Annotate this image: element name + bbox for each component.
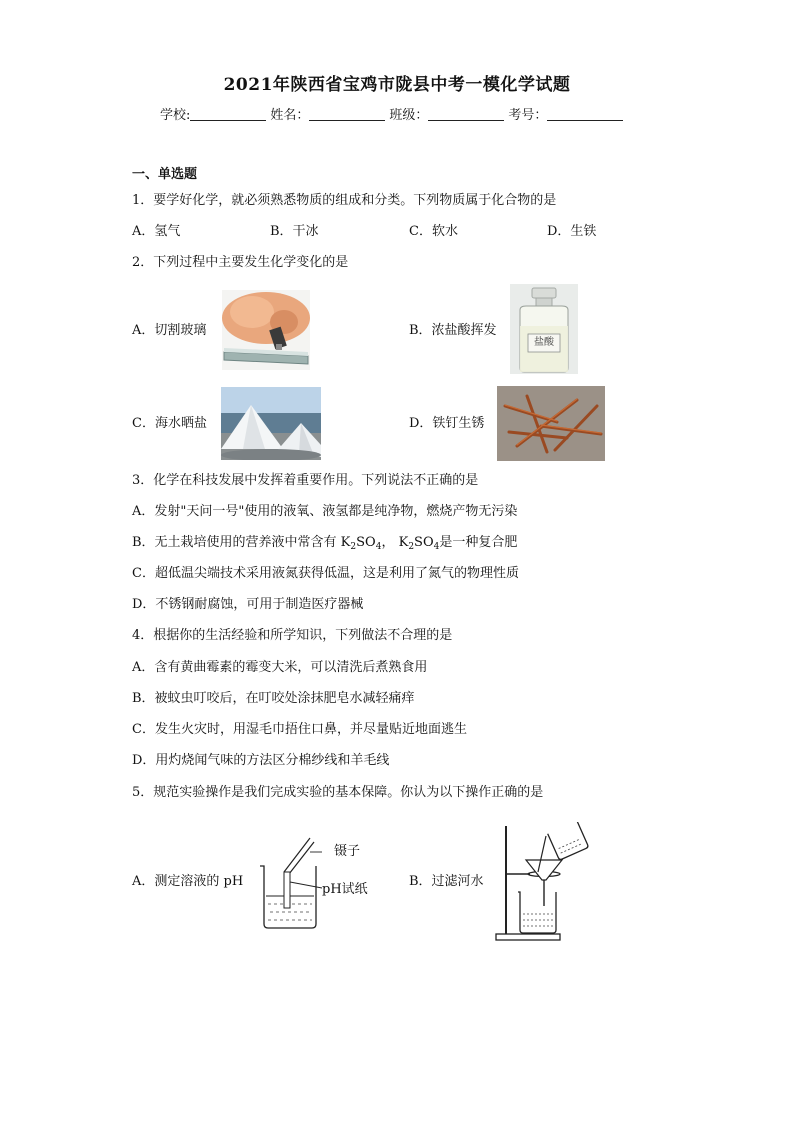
filtration-diagram — [490, 822, 596, 944]
q1-option-a: A．氢气 — [132, 224, 181, 239]
q1-stem: 1．要学好化学，就必须熟悉物质的组成和分类。下列物质属于化合物的是 — [132, 193, 557, 208]
school-label: 学校: — [160, 108, 191, 123]
q2-option-a: A．切割玻璃 — [132, 323, 207, 338]
q1-option-d: D．生铁 — [547, 224, 597, 239]
hydrochloric-acid-bottle-image — [510, 284, 578, 374]
bottle-label: 盐酸 — [534, 337, 554, 348]
q4-stem: 4．根据你的生活经验和所学知识，下列做法不合理的是 — [132, 628, 453, 643]
q3-b-sub4: 4 — [433, 542, 440, 552]
q3-b-mid2: ， K — [381, 535, 409, 550]
section-heading: 一、单选题 — [132, 167, 198, 182]
q3-b-mid1: SO — [356, 535, 376, 550]
ph-paper-label: pH试纸 — [322, 882, 368, 897]
q3-b-sub3: 2 — [408, 542, 415, 552]
q4-option-a: A．含有黄曲霉素的霉变大米，可以清洗后煮熟食用 — [132, 660, 428, 675]
q3-option-b — [132, 534, 517, 552]
q2-stem: 2．下列过程中主要发生化学变化的是 — [132, 255, 349, 270]
student-info-line — [160, 104, 627, 123]
name-label: 姓名： — [270, 108, 310, 123]
q3-option-c: C．超低温尖端技术采用液氮获得低温，这是利用了氮气的物理性质 — [132, 566, 519, 581]
q3-b-sub1: 2 — [350, 542, 357, 552]
page-title: 2021年陕西省宝鸡市陇县中考一模化学试题 — [223, 75, 571, 95]
q3-b-mid3: SO — [414, 535, 434, 550]
q5-option-a: A．测定溶液的 pH — [132, 874, 244, 889]
q3-option-d: D．不锈钢耐腐蚀，可用于制造医疗器械 — [132, 597, 364, 612]
q1-option-c: C．软水 — [409, 224, 458, 239]
name-blank[interactable] — [309, 106, 385, 121]
q2-option-b: B．浓盐酸挥发 — [409, 323, 497, 338]
q3-b-sub2: 4 — [375, 542, 382, 552]
q4-option-b: B．被蚊虫叮咬后，在叮咬处涂抹肥皂水减轻痛痒 — [132, 691, 415, 706]
q1-option-b: B．干冰 — [270, 224, 319, 239]
class-blank[interactable] — [428, 106, 504, 121]
tweezers-label: 镊子 — [334, 844, 361, 859]
q2-option-d: D．铁钉生锈 — [409, 416, 485, 431]
q3-option-a: A．发射"天问一号"使用的液氧、液氢都是纯净物，燃烧产物无污染 — [132, 504, 518, 519]
exam-no-label: 考号： — [508, 108, 548, 123]
q2-option-c: C．海水晒盐 — [132, 416, 207, 431]
class-label: 班级： — [389, 108, 429, 123]
q5-option-b: B．过滤河水 — [409, 874, 484, 889]
q4-option-d: D．用灼烧闻气味的方法区分棉纱线和羊毛线 — [132, 753, 390, 768]
sea-salt-drying-image — [221, 387, 321, 460]
q3-b-pre: B．无土栽培使用的营养液中常含有 K — [132, 535, 351, 550]
q5-stem: 5．规范实验操作是我们完成实验的基本保障。你认为以下操作正确的是 — [132, 785, 544, 800]
exam-no-blank[interactable] — [547, 106, 623, 121]
q3-b-post: 是一种复合肥 — [439, 535, 518, 550]
q4-option-c: C．发生火灾时，用湿毛巾捂住口鼻，并尽量贴近地面逃生 — [132, 722, 467, 737]
glass-cutting-image — [222, 290, 310, 370]
ph-test-diagram — [254, 832, 374, 932]
q3-stem: 3．化学在科技发展中发挥着重要作用。下列说法不正确的是 — [132, 473, 479, 488]
school-blank[interactable] — [190, 106, 266, 121]
rusty-nails-image — [497, 386, 605, 461]
